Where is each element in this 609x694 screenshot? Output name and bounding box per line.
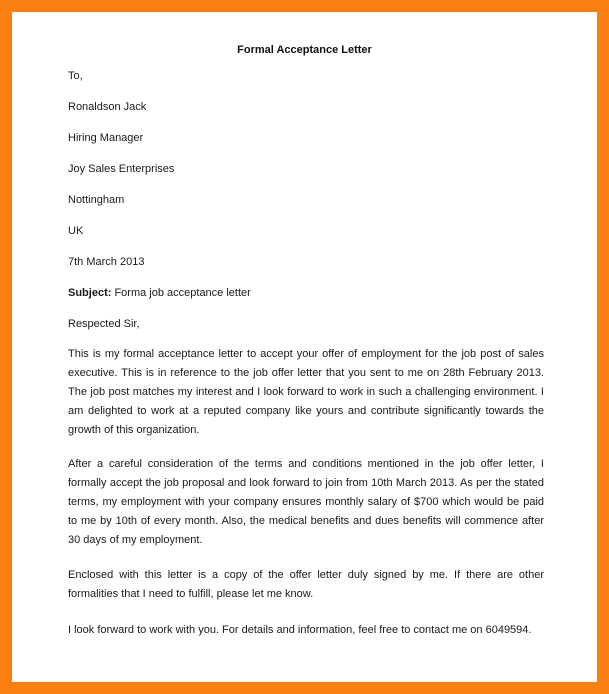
company-name: Joy Sales Enterprises xyxy=(68,163,175,175)
body-paragraph-4: I look forward to work with you. For details and information, feel free to contact me on 6049594. xyxy=(68,624,532,636)
subject-line xyxy=(68,286,251,300)
letter-page xyxy=(12,12,597,682)
letter-date: 7th March 2013 xyxy=(68,256,145,268)
subject-label: Subject: xyxy=(68,287,112,299)
body-paragraph-1: This is my formal acceptance letter to accept your offer of employment for the job post of sales executive. This is in reference to the job offer letter that you sent to me on 28th February 2013. The job post matches my interest and I look forward to work in such a challenging environment. I am delighted to work at a reputed company like yours and contribute significantly towards the growth of this organization. xyxy=(68,348,544,436)
subject-text: Forma job acceptance letter xyxy=(111,287,251,299)
recipient-title: Hiring Manager xyxy=(68,132,144,144)
body-paragraph-2: After a careful consideration of the terms and conditions mentioned in the job offer letter, I formally accept the job proposal and look forward to join from 10th March 2013. As per the stated terms, my employment with your company ensures monthly salary of $700 which would be paid to me by 10th of every month. Also, the medical benefits and dues benefits will commence after 30 days of my employment. xyxy=(68,458,544,546)
greeting: Respected Sir, xyxy=(68,318,140,330)
body-paragraph-3: Enclosed with this letter is a copy of the offer letter duly signed by me. If there are other formalities that I need to fulfill, please let me know. xyxy=(68,569,544,600)
salutation-to: To, xyxy=(68,70,83,82)
recipient-name: Ronaldson Jack xyxy=(68,101,147,113)
letter-title: Formal Acceptance Letter xyxy=(237,44,372,56)
city: Nottingham xyxy=(68,194,125,206)
country: UK xyxy=(68,225,84,237)
